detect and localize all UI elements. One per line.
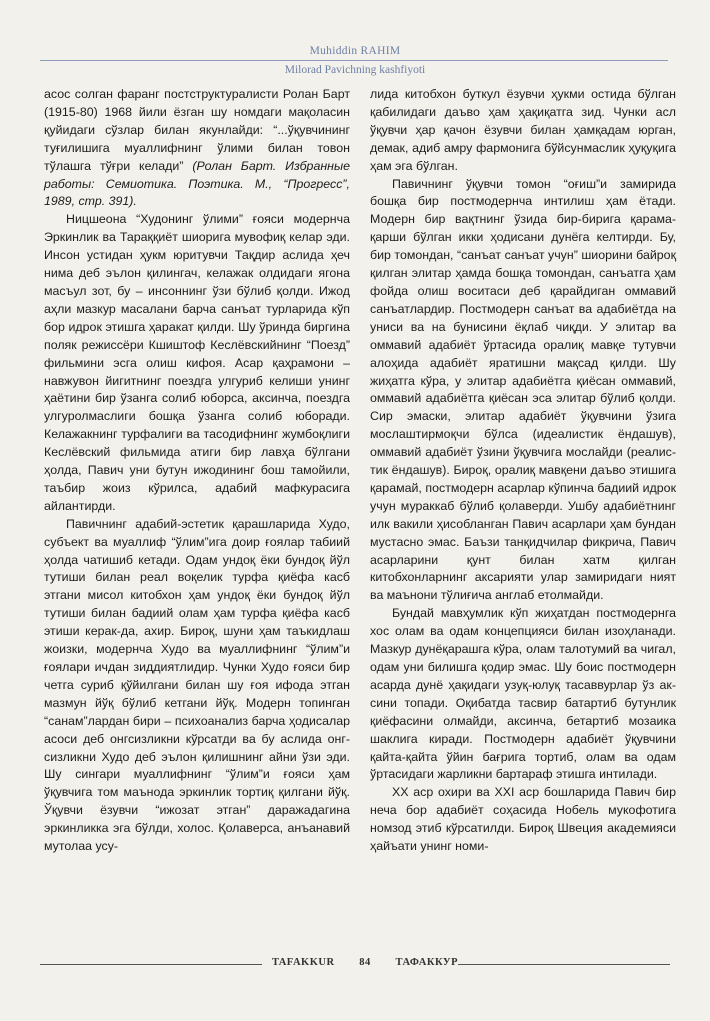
paragraph: Ницшеона “Худонинг ўлими” ғояси модернча Эркинлик ва Тараққиёт шиорига мувофиқ келар эди. Инсон устидан ҳукм юритувчи Тақдир аслида ҳеч нима деб эълон қилингач, келажак олдидаги ягона масъул зот, бу – инсоннинг ўзи бўлиб қолди. Ижод аҳли мазкур масалани барча санъат турларида кўп бор идрок этишга ҳаракат қилди. Шу ўринда биргина поляк режиссёри Кшиштоф Кеслёвскийнинг “Поезд” фильмини эсга олиш кифоя. Асар қаҳрамони – навжувон йигитнинг поездга улгуриб келиши унинг ҳаётини бир ўзанга солиб юборса, аксинча, поездга улгуролмаслиги бошқа ўзанга солиб юборади. Келажакнинг турфалиги ва тасодифнинг жумбоқлиги Кеслёвский фильмида атиги бир лавҳа бўлгани ҳолда, Павич уни бутун ижодининг бош тамойили, таъбир жоиз кўрилса, адабий мафкурасига айлантирди. (44, 212, 350, 513)
citation: (Ролан Барт. Избранные работы: Семиотика. Поэтика. М., “Прогресс”, 1989, стр. 391). (44, 158, 350, 209)
paragraph: XX аср охири ва XXI аср бошларида Павич бир неча бор адабиёт соҳасида Нобель мукофотига номзод этиб кўрсатилди. Бироқ Швеция академияси ҳайъати унинг номи- (370, 785, 676, 854)
running-header (0, 44, 710, 77)
header-subtitle: Milorad Pavichning kashfiyoti (284, 64, 426, 76)
header-rule (40, 60, 668, 61)
left-column (44, 86, 350, 934)
footer-rule-left (40, 964, 262, 965)
paragraph (44, 86, 350, 211)
footer-journal-cyrillic: ТАФАККУР (395, 957, 458, 968)
article-body (44, 86, 676, 934)
page-footer (40, 957, 670, 971)
paragraph: лида китобхон буткул ёзувчи ҳукми остида бўлган қабилидаги даъво ҳам ҳақиқатга зид. Чунки асл ўқувчи ҳар қачон ёзувчи билан ҳамқадам юрган, демак, адиб амру фармонига бўйсунмаслик ҳуқуқига ҳам эга бўлган. (370, 87, 676, 173)
paragraph-text: асос солган фаранг постструктуралисти Ролан Барт (1915-80) 1968 йили ёзган шу номдаги мақоласин қуйидаги сўзлар билан якунлайди: “...ўқувчининг туғилишига муаллифнинг ўлими билан товон тўлашга тўғри келади” (44, 87, 350, 173)
paragraph: Павичнинг ўқувчи томон “оғиш”и замирида бошқа бир постмодернча интилиш ҳам ётади. Модерн бир вақтнинг ўзида бир-бирига қарама-қарши бўлган икки ҳодисани дунёга келтирди. Бу, бир томондан, “санъат санъат учун” шиорини байроқ қилган элитар ҳамда бошқа томондан, санъатга ҳам фойда олиш воситаси деб қарайдиган оммавий санъатлардир. Постмодерн санъат ва адабиётда на униси ва на бунисини ёқлаб чиқди. У элитар ва оммавий адабиёт ўртасида оралиқ мавқе тутувчи алоҳида адабиёт яратишни мақсад қилди. Шу жиҳатга кўра, у элитар адабиётга қиёсан оммавий, оммавий адабиётга қиёсан эса элитар бўлиб қолди. Сир эмаски, элитар адабиёт ўқувчини ўзига мослаштирмоқчи бўлса (идеалистик ёндашув), оммавий адабиёт ўзини ўқувчига мослайди (реалистик ёндашув). Бироқ, оралиқ мавқени даъво этишига қарамай, постмодерн асарлар кўпинча бадиий идрок учун мураккаб бўлиб қолаверди. Ушбу адабиётнинг илк вакили ҳисобланган Павич асарлари ҳам бундан мустасно эмас. Баъзи танқидчилар фикрича, Павич асарларини қунт билан хатм қилган китобхонларнинг аксарияти улар замиридаги ният ва маънони тўлиғича англаб етолмайди. (370, 176, 676, 603)
right-column (370, 86, 676, 934)
header-author: Muhiddin RAHIM (309, 45, 401, 57)
paragraph: Бундай мавҳумлик кўп жиҳатдан постмодернга хос олам ва одам концепцияси билан изоҳланади. Мазкур дунёқарашга кўра, олам талотумий ва чигал, одам уни билишга қодир эмас. Шу боис постмодерн асарда дунё ҳақидаги узуқ-юлуқ тасаввурлар ўз аксини топади. Оқибатда тасвир батартиб бутунлик қиёфасини олмайди, аксинча, бетартиб мозаика шаклига киради. Постмодерн адабиёт ўқувчини қайта-қайта ўйин бағрига тортиб, олам ва одам ўртасидаги жарликни бартараф этишга интилади. (370, 606, 676, 782)
paragraph: Павичнинг адабий-эстетик қарашларида Худо, субъект ва муаллиф “ўлим”ига доир ғоялар табиий ҳолда чатишиб кетади. Одам ундоқ ёки бундоқ йўл тутиши билан реал воқелик турфа қиёфа касб этгани мисол китобхон ҳам ундоқ ёки бундоқ йўл тутиши билан бадиий олам ҳам турфа қиёфа касб этиши керак-да, ахир. Бироқ, шуни ҳам таъкидлаш жоизки, модернча Худо ва муаллифнинг “ўлим”и ғоялари ичдан зиддиятлидир. Чунки Худо ғояси бир четга суриб қўйилгани билан шу ғоя ифода этган мазмун йўқ бўлиб кетгани йўқ. Модерн топинган “санам”лардан бири – психоанализ барча ҳодисалар асоси деб онгсизликни кўрсатди ва бу аслида онгсизликни Худо деб эълон қилишнинг айни ўзи эди. Шу сингари муаллифнинг “ўлим”и ғояси ҳам ўқувчига том маънода эркинлик тортиқ қилгани йўқ. Ўқувчи ёзувчи “ижозат этган” даражадагина эркинликка эга бўлди, холос. Қолаверса, анъанавий мутолаа усу- (44, 516, 350, 854)
footer-rule-right (458, 964, 670, 965)
page-number: 84 (359, 957, 371, 968)
footer-center (272, 957, 458, 968)
footer-journal-latin: TAFAKKUR (272, 957, 335, 968)
